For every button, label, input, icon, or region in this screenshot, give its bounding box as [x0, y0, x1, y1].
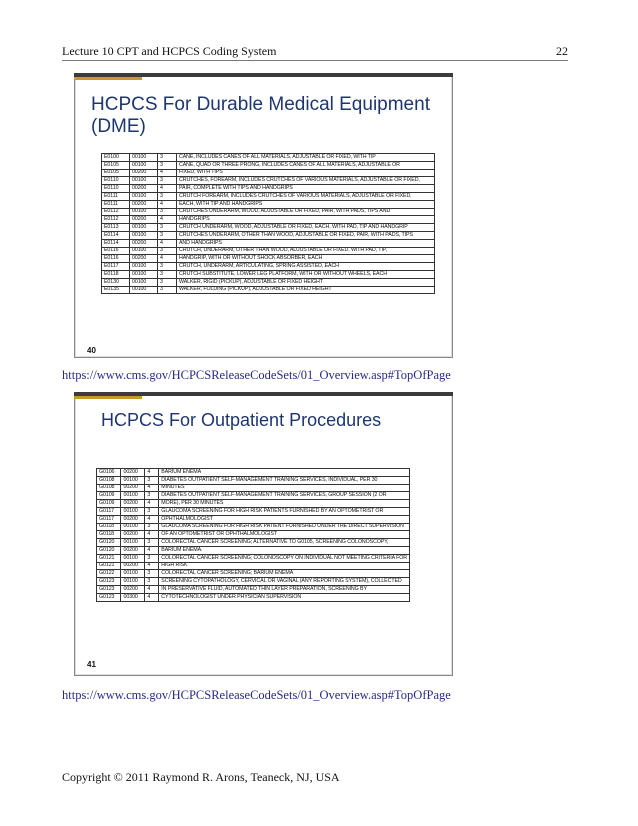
code-cell: E0116	[102, 247, 130, 255]
code-cell: E0112	[102, 208, 130, 216]
action-cell: 3	[158, 161, 177, 169]
description-cell: CRUTCHES UNDERARM, OTHER THAN WOOD, ADJUSTABLE OR FIXED, PAIR, WITH PADS, TIPS	[177, 231, 435, 239]
action-cell: 3	[158, 177, 177, 185]
sequence-cell: 00200	[121, 531, 145, 539]
slide-accent-bar	[74, 77, 142, 80]
description-cell: GLAUCOMA SCREENING FOR HIGH RISK PATIENT FURNISHED UNDER THE DIRECT SUPERVISION	[159, 523, 410, 531]
description-cell: WALKER, RIGID (PICKUP), ADJUSTABLE OR FIXED HEIGHT	[177, 278, 435, 286]
slide-title: HCPCS For Outpatient Procedures	[101, 410, 382, 430]
description-cell: COLORECTAL CANCER SCREENING; BARIUM ENEMA	[159, 570, 410, 578]
table-row	[102, 169, 435, 177]
code-cell: E0114	[102, 231, 130, 239]
table-row	[97, 469, 410, 477]
table-row	[102, 185, 435, 193]
table-row	[97, 546, 410, 554]
table-row	[102, 161, 435, 169]
description-cell: COLORECTAL CANCER SCREENING; COLONOSCOPY ON INDIVIDUAL NOT MEETING CRITERIA FOR	[159, 554, 410, 562]
table-row	[97, 585, 410, 593]
table-row	[102, 278, 435, 286]
action-cell: 3	[145, 507, 159, 515]
action-cell: 4	[158, 216, 177, 224]
slide-outpatient	[74, 392, 453, 676]
description-cell: CRUTCH FOREARM, INCLUDES CRUTCHES OF VARIOUS MATERIALS, ADJUSTABLE OR FIXED,	[177, 192, 435, 200]
code-cell: E0116	[102, 255, 130, 263]
table-row	[102, 177, 435, 185]
description-cell: WALKER, FOLDING (PICKUP), ADJUSTABLE OR FIXED HEIGHT	[177, 286, 435, 294]
table-row	[102, 239, 435, 247]
action-cell: 3	[158, 263, 177, 271]
sequence-cell: 00200	[121, 469, 145, 477]
sequence-cell: 00100	[130, 161, 158, 169]
action-cell: 3	[158, 192, 177, 200]
table-row	[102, 286, 435, 294]
table-row	[102, 200, 435, 208]
action-cell: 4	[145, 531, 159, 539]
description-cell: COLORECTAL CANCER SCREENING; ALTERNATIVE TO G0105, SCREENING COLONOSCOPY,	[159, 539, 410, 547]
description-cell: FIXED, WITH TIPS	[177, 169, 435, 177]
description-cell: CRUTCHES UNDERARM, WOOD, ADJUSTABLE OR FIXED, PAIR, WITH PADS, TIPS AND	[177, 208, 435, 216]
code-cell: E0105	[102, 161, 130, 169]
code-cell: G0108	[97, 476, 121, 484]
description-cell: HANDGRIPS	[177, 216, 435, 224]
code-cell: G0118	[97, 523, 121, 531]
table-row	[97, 523, 410, 531]
code-cell: E0105	[102, 169, 130, 177]
description-cell: HANDGRIP, WITH OR WITHOUT SHOCK ABSORBER, EACH	[177, 255, 435, 263]
table-row	[97, 554, 410, 562]
code-cell: G0122	[97, 570, 121, 578]
description-cell: HIGH RISK	[159, 562, 410, 570]
code-cell: G0117	[97, 515, 121, 523]
copyright-notice: Copyright © 2011 Raymond R. Arons, Teaneck, NJ, USA	[62, 770, 340, 784]
code-cell: E0135	[102, 286, 130, 294]
code-cell: E0117	[102, 263, 130, 271]
action-cell: 4	[145, 469, 159, 477]
header-title: Lecture 10 CPT and HCPCS Coding System	[62, 44, 277, 58]
description-cell: CRUTCH UNDERARM, WOOD, ADJUSTABLE OR FIXED, EACH, WITH PAD, TIP AND HANDGRIP	[177, 224, 435, 232]
code-cell: E0111	[102, 200, 130, 208]
code-cell: G0120	[97, 539, 121, 547]
code-cell: E0113	[102, 224, 130, 232]
description-cell: PAIR, COMPLETE WITH TIPS AND HANDGRIPS	[177, 185, 435, 193]
code-cell: E0130	[102, 278, 130, 286]
sequence-cell: 00100	[130, 286, 158, 294]
sequence-cell: 00200	[130, 239, 158, 247]
action-cell: 4	[158, 200, 177, 208]
table-row	[97, 539, 410, 547]
sequence-cell: 00100	[121, 539, 145, 547]
table-row	[97, 500, 410, 508]
action-cell: 3	[145, 523, 159, 531]
action-cell: 3	[145, 578, 159, 586]
action-cell: 4	[145, 515, 159, 523]
action-cell: 3	[158, 154, 177, 162]
code-cell: G0123	[97, 585, 121, 593]
action-cell: 4	[145, 593, 159, 601]
action-cell: 4	[145, 585, 159, 593]
sequence-cell: 00100	[130, 192, 158, 200]
description-cell: MINUTES	[159, 484, 410, 492]
sequence-cell: 00100	[130, 224, 158, 232]
code-cell: E0118	[102, 270, 130, 278]
description-cell: SCREENING CYTOPATHOLOGY, CERVICAL OR VAGINAL (ANY REPORTING SYSTEM), COLLECTED	[159, 578, 410, 586]
action-cell: 3	[158, 270, 177, 278]
code-table	[96, 468, 410, 602]
table-row	[102, 216, 435, 224]
description-cell: CRUTCH, UNDERARM, ARTICULATING, SPRING ASSISTED, EACH	[177, 263, 435, 271]
sequence-cell: 00100	[130, 154, 158, 162]
sequence-cell: 00200	[130, 216, 158, 224]
code-cell: G0121	[97, 554, 121, 562]
sequence-cell: 00200	[121, 500, 145, 508]
description-cell: AND HANDGRIPS	[177, 239, 435, 247]
table-row	[97, 593, 410, 601]
code-cell: G0123	[97, 578, 121, 586]
sequence-cell: 00100	[121, 476, 145, 484]
action-cell: 3	[145, 554, 159, 562]
slide-dme	[74, 73, 453, 358]
table-row	[97, 515, 410, 523]
sequence-cell: 00300	[121, 593, 145, 601]
code-cell: E0112	[102, 216, 130, 224]
sequence-cell: 00200	[121, 484, 145, 492]
action-cell: 3	[158, 208, 177, 216]
sequence-cell: 00100	[130, 231, 158, 239]
sequence-cell: 00100	[130, 208, 158, 216]
description-cell: GLAUCOMA SCREENING FOR HIGH RISK PATIENTS FURNISHED BY AN OPTOMETRIST OR	[159, 507, 410, 515]
sequence-cell: 00200	[130, 200, 158, 208]
sequence-cell: 00200	[121, 562, 145, 570]
code-cell: G0109	[97, 500, 121, 508]
slide-number: 41	[87, 660, 96, 669]
action-cell: 3	[145, 570, 159, 578]
slide-accent-bar	[74, 396, 142, 399]
action-cell: 4	[145, 500, 159, 508]
description-cell: CANE, INCLUDES CANES OF ALL MATERIALS, ADJUSTABLE OR FIXED, WITH TIP	[177, 154, 435, 162]
code-cell: G0120	[97, 546, 121, 554]
action-cell: 3	[158, 224, 177, 232]
description-cell: IN PRESERVATIVE FLUID, AUTOMATED THIN LAYER PREPARATION, SCREENING BY	[159, 585, 410, 593]
sequence-cell: 00100	[121, 507, 145, 515]
sequence-cell: 00200	[121, 515, 145, 523]
description-cell: BARIUM ENEMA.	[159, 546, 410, 554]
sequence-cell: 00200	[121, 546, 145, 554]
source-link[interactable]: https://www.cms.gov/HCPCSReleaseCodeSets/01_Overview.asp#TopOfPage	[62, 368, 451, 382]
action-cell: 4	[145, 562, 159, 570]
code-cell: G0109	[97, 492, 121, 500]
description-cell: CYTOTECHNOLOGIST UNDER PHYSICIAN SUPERVISION	[159, 593, 410, 601]
description-cell: CANE, QUAD OR THREE PRONG, INCLUDES CANES OF ALL MATERIALS, ADJUSTABLE OR	[177, 161, 435, 169]
action-cell: 3	[158, 286, 177, 294]
table-row	[97, 484, 410, 492]
slide-title: HCPCS For Durable Medical Equipment (DME)	[91, 94, 430, 137]
action-cell: 3	[145, 539, 159, 547]
source-link[interactable]: https://www.cms.gov/HCPCSReleaseCodeSets/01_Overview.asp#TopOfPage	[62, 688, 451, 702]
page-header	[62, 44, 568, 61]
sequence-cell: 00100	[121, 578, 145, 586]
action-cell: 3	[145, 492, 159, 500]
description-cell: EACH, WITH TIP AND HANDGRIPS	[177, 200, 435, 208]
description-cell: DIABETES OUTPATIENT SELF-MANAGEMENT TRAINING SERVICES, GROUP SESSION (2 OR	[159, 492, 410, 500]
table-row	[102, 263, 435, 271]
page-number: 22	[556, 44, 568, 58]
code-cell: E0110	[102, 177, 130, 185]
table-row	[97, 562, 410, 570]
sequence-cell: 00200	[121, 585, 145, 593]
sequence-cell: 00100	[121, 523, 145, 531]
action-cell: 4	[158, 169, 177, 177]
sequence-cell: 00100	[121, 570, 145, 578]
code-cell: G0108	[97, 484, 121, 492]
code-cell: E0111	[102, 192, 130, 200]
sequence-cell: 00100	[121, 492, 145, 500]
table-row	[97, 507, 410, 515]
code-cell: G0118	[97, 531, 121, 539]
description-cell: OF AN OPTOMETRIST OR OPHTHALMOLOGIST	[159, 531, 410, 539]
sequence-cell: 00100	[130, 263, 158, 271]
sequence-cell: 00200	[130, 255, 158, 263]
table-row	[97, 492, 410, 500]
sequence-cell: 00100	[130, 177, 158, 185]
table-row	[102, 192, 435, 200]
table-row	[97, 476, 410, 484]
action-cell: 4	[145, 484, 159, 492]
code-cell: E0100	[102, 154, 130, 162]
code-cell: G0121	[97, 562, 121, 570]
description-cell: MORE), PER 30 MINUTES	[159, 500, 410, 508]
action-cell: 4	[158, 239, 177, 247]
table-row	[97, 570, 410, 578]
sequence-cell: 00100	[130, 247, 158, 255]
sequence-cell: 00200	[130, 169, 158, 177]
description-cell: CRUTCH, UNDERARM, OTHER THAN WOOD, ADJUSTABLE OR FIXED, WITH PAD, TIP,	[177, 247, 435, 255]
table-row	[102, 154, 435, 162]
action-cell: 3	[158, 231, 177, 239]
code-cell: E0110	[102, 185, 130, 193]
table-row	[102, 247, 435, 255]
sequence-cell: 00200	[130, 185, 158, 193]
description-cell: CRUTCH SUBSTITUTE, LOWER LEG PLATFORM, WITH OR WITHOUT WHEELS, EACH	[177, 270, 435, 278]
sequence-cell: 00100	[130, 270, 158, 278]
table-row	[97, 531, 410, 539]
code-cell: G0117	[97, 507, 121, 515]
description-cell: OPHTHALMOLOGIST	[159, 515, 410, 523]
action-cell: 3	[145, 476, 159, 484]
code-cell: G0123	[97, 593, 121, 601]
action-cell: 4	[145, 546, 159, 554]
action-cell: 4	[158, 255, 177, 263]
slide-number: 40	[87, 346, 96, 355]
sequence-cell: 00100	[121, 554, 145, 562]
description-cell: BARIUM ENEMA	[159, 469, 410, 477]
action-cell: 3	[158, 278, 177, 286]
description-cell: CRUTCHES, FOREARM, INCLUDES CRUTCHES OF VARIOUS MATERIALS, ADJUSTABLE OR FIXED,	[177, 177, 435, 185]
table-row	[102, 255, 435, 263]
code-cell: E0114	[102, 239, 130, 247]
table-row	[102, 231, 435, 239]
table-row	[102, 224, 435, 232]
table-row	[97, 578, 410, 586]
table-row	[102, 208, 435, 216]
action-cell: 4	[158, 185, 177, 193]
table-row	[102, 270, 435, 278]
action-cell: 3	[158, 247, 177, 255]
sequence-cell: 00100	[130, 278, 158, 286]
code-cell: G0106	[97, 469, 121, 477]
code-table	[101, 153, 435, 294]
description-cell: DIABETES OUTPATIENT SELF-MANAGEMENT TRAINING SERVICES, INDIVIDUAL, PER 30	[159, 476, 410, 484]
